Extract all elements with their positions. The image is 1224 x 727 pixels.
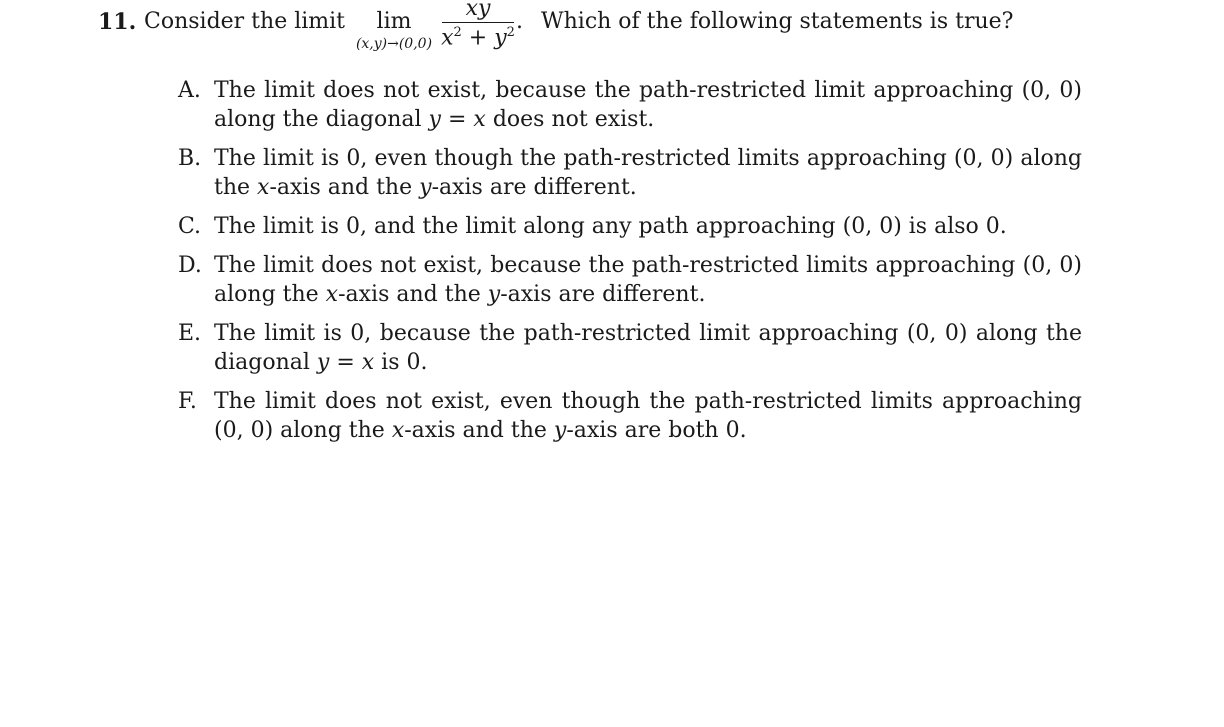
exponent-x: 2 xyxy=(453,25,462,40)
option-a[interactable] xyxy=(178,76,1082,134)
text-part: -axis are both 0. xyxy=(566,418,747,443)
math-var: x xyxy=(257,175,270,200)
text-part: -axis are different. xyxy=(431,175,637,200)
limit-operator xyxy=(346,9,442,52)
option-text xyxy=(214,78,1082,132)
text-part: The limit is 0, and the limit along any path approaching (0, 0) is also 0. xyxy=(214,214,1007,239)
text-part: The limit is 0, because the path-restricted limit approaching (0, 0) along the diagonal xyxy=(214,321,1082,375)
text-part: -axis are different. xyxy=(500,282,706,307)
option-c[interactable] xyxy=(178,212,1082,241)
text-part: The limit is 0, even though the path-restricted limits approaching (0, 0) along the xyxy=(214,146,1082,200)
question-prefix: Consider the limit xyxy=(144,9,346,34)
option-letter: F. xyxy=(178,389,197,414)
limit-fraction xyxy=(440,0,516,50)
text-part: -axis and the xyxy=(269,175,420,200)
math-var: x xyxy=(391,418,405,443)
option-letter: E. xyxy=(178,321,202,346)
text-part: -axis and the xyxy=(338,282,488,307)
lim-subscript: (x,y)→(0,0) xyxy=(355,36,433,52)
question-stem xyxy=(98,0,1098,60)
option-letter: D. xyxy=(178,253,202,278)
math-var: y xyxy=(487,282,501,307)
denominator-y: y xyxy=(494,25,507,51)
option-d[interactable] xyxy=(178,251,1082,309)
option-text xyxy=(214,389,1082,443)
math-var: y xyxy=(553,418,567,443)
math-var: y xyxy=(428,107,441,132)
exponent-y: 2 xyxy=(506,25,515,40)
period: . xyxy=(516,9,523,34)
question-suffix: Which of the following statements is true? xyxy=(541,9,1014,34)
option-text xyxy=(214,321,1082,375)
question-number: 11. xyxy=(98,9,137,35)
option-b[interactable] xyxy=(178,144,1082,202)
option-letter: C. xyxy=(178,214,202,239)
fraction-numerator: xy xyxy=(465,0,491,21)
option-text xyxy=(214,253,1082,307)
math-var: y xyxy=(316,350,330,375)
text-part: is 0. xyxy=(374,350,428,375)
math-var: x xyxy=(473,107,486,132)
text-part: The limit does not exist, even though the path-restricted limits approaching (0, 0) along the xyxy=(214,389,1082,443)
answer-options xyxy=(178,76,1082,455)
option-letter: A. xyxy=(178,78,201,103)
math-var: x xyxy=(325,282,339,307)
denominator-x: x xyxy=(441,25,454,51)
text-part: -axis and the xyxy=(404,418,554,443)
math-var: y xyxy=(419,175,432,200)
text-part: = xyxy=(440,107,474,132)
denominator-plus: + xyxy=(461,25,495,51)
fraction-denominator xyxy=(440,23,516,50)
option-text xyxy=(214,146,1082,200)
text-part: does not exist. xyxy=(485,107,655,132)
text-part: The limit does not exist, because the path-restricted limit approaching (0, 0) along the diagonal xyxy=(214,78,1082,132)
option-e[interactable] xyxy=(178,319,1082,377)
option-text xyxy=(214,214,1007,239)
option-f[interactable] xyxy=(178,387,1082,445)
option-letter: B. xyxy=(178,146,202,171)
text-part: The limit does not exist, because the path-restricted limits approaching (0, 0) along the xyxy=(214,253,1082,307)
text-part: = xyxy=(329,350,362,375)
math-var: x xyxy=(361,350,375,375)
lim-word: lim xyxy=(376,9,412,34)
